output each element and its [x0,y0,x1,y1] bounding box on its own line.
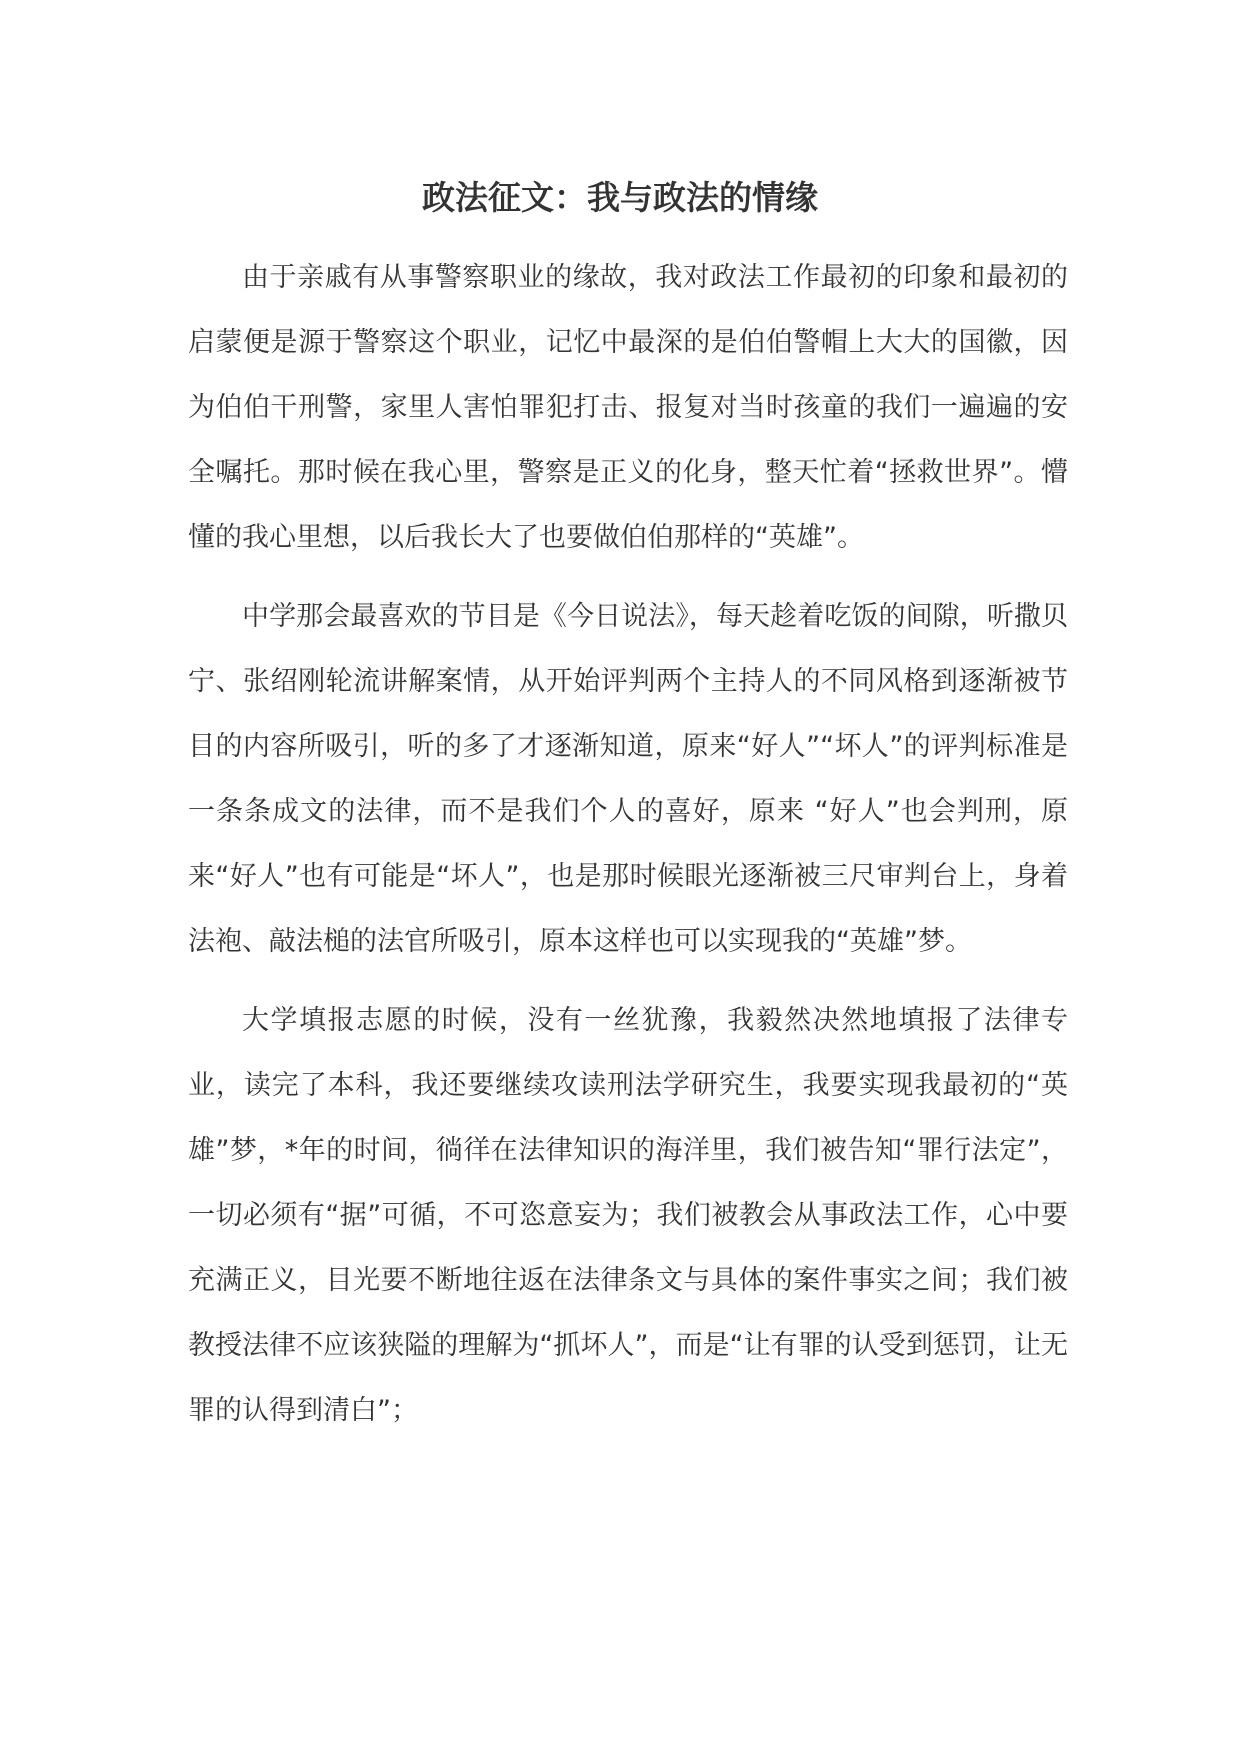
document-title: 政法征文：我与政法的情缘 [422,178,818,217]
paragraph: 由于亲戚有从事警察职业的缘故，我对政法工作最初的印象和最初的启蒙便是源于警察这个职业，记忆中最深的是伯伯警帽上大大的国徽，因为伯伯干刑警，家里人害怕罪犯打击、报复对当时孩童的我们一遍遍的安全嘱托。那时候在我心里，警察是正义的化身，整天忙着“拯救世界”。懵懂的我心里想，以后我长大了也要做伯伯那样的“英雄”。 [188,262,1068,553]
paragraph: 中学那会最喜欢的节目是《今日说法》，每天趁着吃饭的间隙，听撒贝宁、张绍刚轮流讲解案情，从开始评判两个主持人的不同风格到逐渐被节目的内容所吸引，听的多了才逐渐知道，原来“好人”“坏人”的评判标准是一条条成文的法律，而不是我们个人的喜好，原来 “好人”也会判刑，原来“好人”也有可能是“坏人”，也是那时候眼光逐渐被三尺审判台上，身着法袍、敲法槌的法官所吸引，原本这样也可以实现我的“英雄”梦。 [188,601,1068,957]
paragraph: 大学填报志愿的时候，没有一丝犹豫，我毅然决然地填报了法律专业，读完了本科，我还要继续攻读刑法学研究生，我要实现我最初的“英雄”梦，*年的时间，徜徉在法律知识的海洋里，我们被告知“罪行法定”，一切必须有“据”可循，不可恣意妄为；我们被教会从事政法工作，心中要充满正义，目光要不断地往返在法律条文与具体的案件事实之间；我们被教授法律不应该狭隘的理解为“抓坏人”，而是“让有罪的认受到惩罚，让无罪的认得到清白”； [188,1005,1068,1426]
document-body [188,245,1068,1457]
